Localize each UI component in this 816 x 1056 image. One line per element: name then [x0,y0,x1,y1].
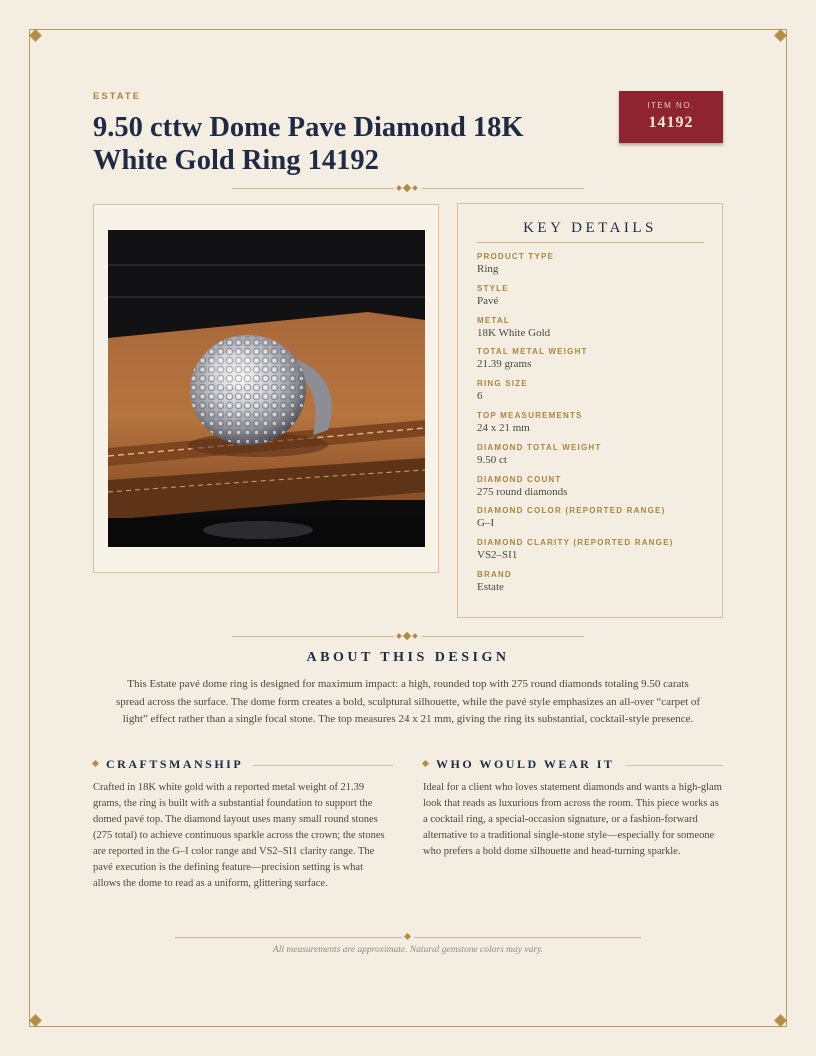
detail-label: METAL [477,315,510,325]
detail-value: Pavé [477,294,499,307]
detail-value: G–I [477,517,495,530]
diamond-ornament-icon [394,631,424,641]
footer-disclaimer: All measurements are approximate. Natural gemstone colors may vary. [272,945,544,955]
ring-photo [108,230,425,547]
about-divider-right [422,636,584,637]
detail-label: DIAMOND CLARITY (REPORTED RANGE) [477,538,674,548]
who-would-wear-heading [423,757,614,772]
detail-label: BRAND [477,569,512,579]
detail-item [477,251,707,283]
detail-value: 9.50 ct [477,453,507,466]
product-title: 9.50 cttw Dome Pave Diamond 18K White Gold Ring 14192 [93,112,524,176]
detail-value: 6 [477,390,483,403]
detail-item [477,315,707,347]
header-divider-right [422,188,584,189]
detail-label: DIAMOND COUNT [477,474,562,484]
detail-value: Estate [477,580,504,593]
detail-label: PRODUCT TYPE [477,252,555,261]
detail-label: DIAMOND COLOR (REPORTED RANGE) [477,506,666,516]
craftsmanship-paragraph: Crafted in 18K white gold with a reported metal weight of 21.39 grams, the ring is built with a substantial foundation to support the domed pavé top. The diamond layout uses many small round stones (275 total) to achieve continuous sparkle across the crown; the stones are reported in the G–I color range and VS2–SI1 clarity range. The pavé execution is the defining feature—precision setting is what allows the dome to read as a uniform, glittering surface. [93,782,385,889]
detail-value: 21.39 grams [477,358,532,371]
category-label: ESTATE [93,91,142,102]
about-paragraph: This Estate pavé dome ring is designed for maximum impact: a high, rounded top with 275 round diamonds totaling 9.50 carats spread across the surface. The dome form creates a bold, sculptural silhouette, while the pavé style emphasizes an all-over “carpet of light” effect rather than a single focal stone. The top measures 24 x 21 mm, giving the ring its substantial, cocktail-style presence. [115,678,701,725]
detail-label: STYLE [477,283,509,293]
detail-item [477,378,707,410]
header-divider-left [232,188,394,189]
key-details-panel [457,203,723,618]
detail-value: 24 x 21 mm [477,421,530,434]
craftsmanship-rule [253,765,393,766]
about-divider-left [232,636,394,637]
detail-label: TOTAL METAL WEIGHT [477,347,588,357]
who-would-wear-paragraph: Ideal for a client who loves statement diamonds and wants a high-glam look that reads as luxurious from across the room. This piece works as a cocktail ring, a special-occasion signature, or a fashion-forward alternative to a traditional single-stone style—especially for someone who prefers a bold dome silhouette and head-turning sparkle. [423,782,722,857]
footer-divider-right [414,937,641,938]
detail-item [477,283,707,315]
detail-item [477,569,707,601]
who-would-wear-rule [626,765,723,766]
key-details-heading: KEY DETAILS [523,220,657,236]
product-photo-card [93,204,439,573]
item-number-value: 14192 [648,114,694,131]
detail-item [477,537,707,569]
footer-divider-left [175,937,402,938]
detail-item [477,346,707,378]
about-heading: ABOUT THIS DESIGN [306,650,510,665]
who-would-wear-heading-text: WHO WOULD WEAR IT [436,757,615,771]
craftsmanship-heading-text: CRAFTSMANSHIP [106,757,244,771]
item-number-badge [619,91,723,143]
detail-value: VS2–SI1 [477,549,518,562]
detail-label: TOP MEASUREMENTS [477,410,583,420]
detail-value: 18K White Gold [477,326,551,339]
detail-label: DIAMOND TOTAL WEIGHT [477,442,602,452]
item-number-label: ITEM NO. [647,101,695,110]
key-details-list [477,251,707,601]
ring-illustration [108,230,425,547]
detail-item [477,474,707,506]
detail-label: RING SIZE [477,379,528,389]
diamond-bullet-icon [92,760,99,767]
craftsmanship-heading [93,757,243,772]
diamond-bullet-icon [422,760,429,767]
detail-value: Ring [477,263,499,275]
diamond-ornament-icon [394,183,424,193]
detail-item [477,505,707,537]
detail-value: 275 round diamonds [477,485,568,498]
key-details-divider [477,242,704,243]
detail-item [477,410,707,442]
detail-item [477,442,707,474]
